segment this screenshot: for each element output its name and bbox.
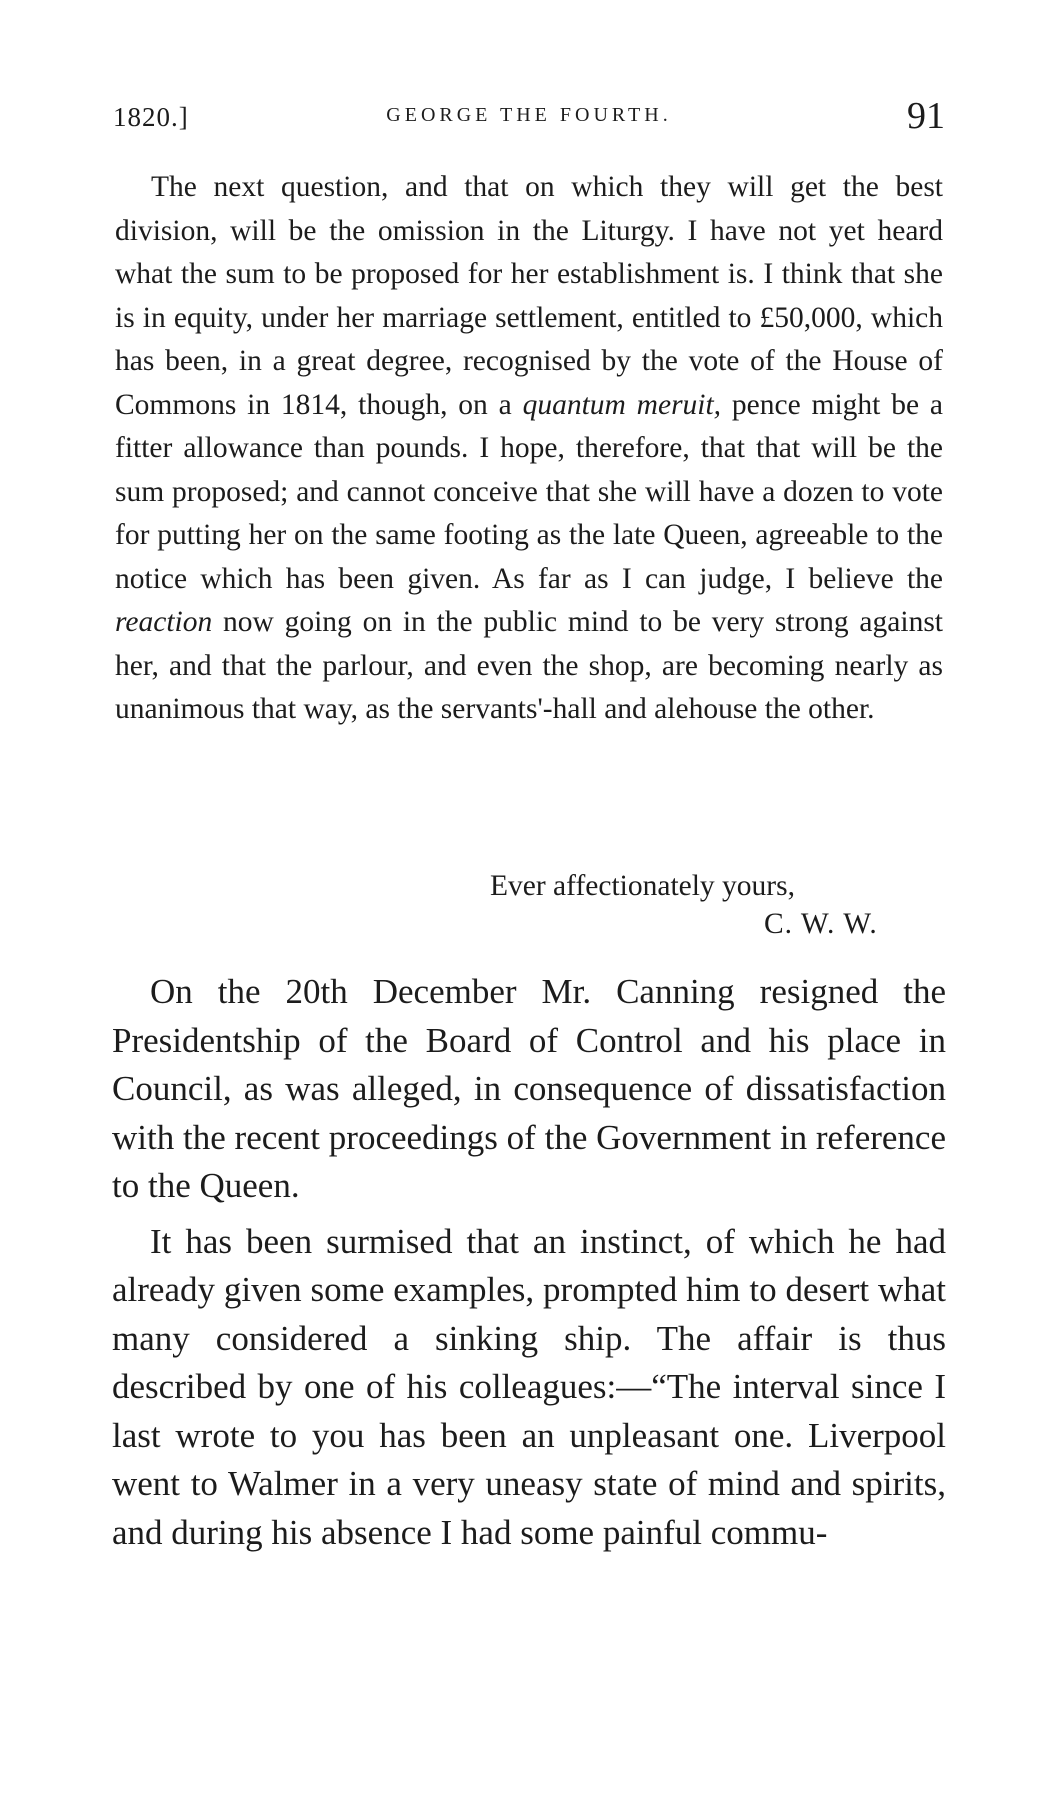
- running-header: [113, 92, 945, 137]
- letter-paragraph: [115, 166, 943, 732]
- page-number: 91: [907, 95, 945, 137]
- narrative-paragraph-1: On the 20th December Mr. Canning resigned the Presidentship of the Board of Control and his place in Council, as was alleged, in consequence of dissatisfaction with the recent proceedings of the Government in reference to the Queen.: [112, 972, 946, 1205]
- header-title: GEORGE THE FOURTH.: [386, 104, 672, 126]
- letter-signature: C. W. W.: [764, 908, 878, 940]
- letter-body: [115, 166, 943, 732]
- letter-italic-reaction: reaction: [115, 606, 213, 638]
- letter-closing: Ever affectionately yours,: [490, 870, 795, 902]
- header-year: 1820.]: [113, 102, 189, 132]
- letter-text-part-1: The next question, and that on which they will get the best division, will be the omission in the Liturgy. I have not yet heard what the sum to be proposed for her establishment is. I think that she is in equity, under her marriage settlement, entitled to £50,000, which has been, in a great degree, recognised by the vote of the House of Commons in 1814, though, on a: [115, 171, 943, 421]
- narrative-body: [112, 968, 946, 1557]
- letter-text-part-2: pence might be a fitter allowance than pounds. I hope, therefore, that that will be the sum proposed; and cannot conceive that she will have a dozen to vote for putting her on the same footing as the late Queen, agreeable to the notice which has been given. As far as I can judge, I believe the: [115, 388, 943, 595]
- letter-italic-quantum-meruit: quantum meruit,: [522, 388, 722, 421]
- narrative-paragraph-2: It has been surmised that an instinct, of which he had already given some examples, prompted him to desert what many considered a sinking ship. The affair is thus described by one of his colleagues:—“The interval since I last wrote to you has been an unpleasant one. Liverpool went to Walmer in a very uneasy state of mind and spirits, and during his absence I had some painful commu-: [112, 1221, 946, 1552]
- letter-text-part-3: now going on in the public mind to be very strong against her, and that the parlour, and even the shop, are becoming nearly as unanimous that way, as the servants'-hall and alehouse the other.: [115, 606, 943, 725]
